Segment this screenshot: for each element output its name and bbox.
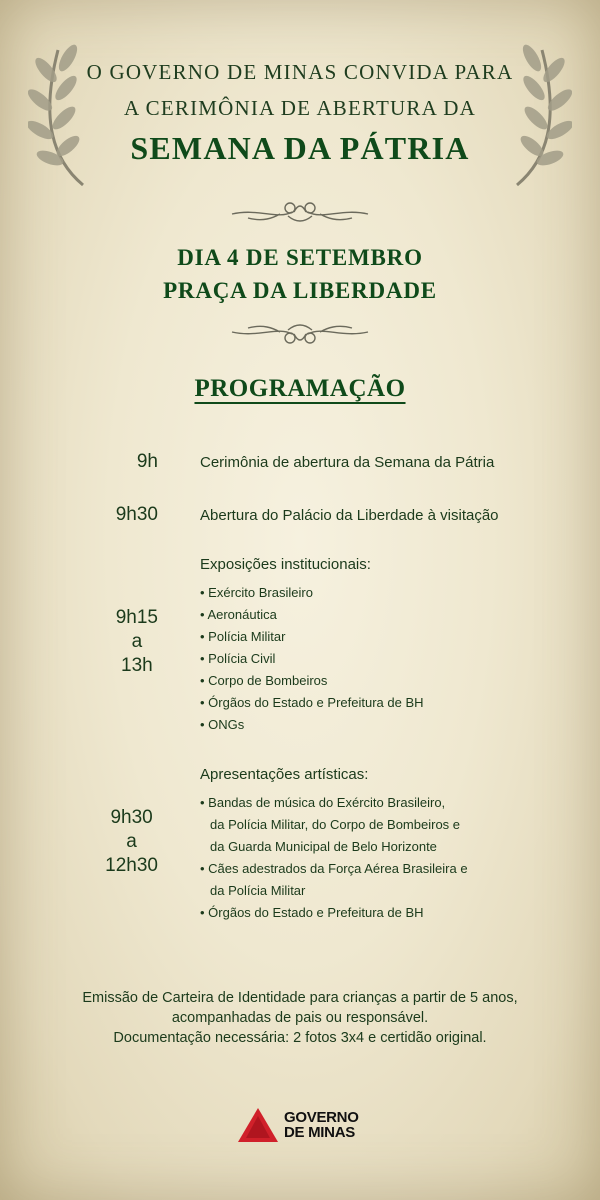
governo-minas-logo — [236, 1106, 359, 1144]
list-item: • Cães adestrados da Força Aérea Brasileira e — [200, 861, 468, 876]
list-item: • ONGs — [200, 717, 245, 732]
program-time-range — [116, 606, 158, 678]
logo-text — [284, 1110, 359, 1140]
list-item: • Corpo de Bombeiros — [200, 673, 328, 688]
list-item-continuation: da Polícia Militar — [210, 883, 306, 898]
time-end: 12h30 — [105, 855, 158, 876]
list-item: • Bandas de música do Exército Brasileiro, — [200, 795, 446, 810]
list-item-continuation: da Polícia Militar, do Corpo de Bombeiros e — [210, 817, 461, 832]
program-description: Cerimônia de abertura da Semana da Pátria — [200, 454, 495, 471]
header-line-2: A CERIMÔNIA DE ABERTURA DA — [124, 96, 476, 120]
logo-line-2: DE MINAS — [284, 1124, 355, 1141]
time-separator: a — [126, 831, 137, 852]
program-time: 9h — [136, 451, 158, 472]
time-end: 13h — [121, 655, 153, 676]
header-line-1: O GOVERNO DE MINAS CONVIDA PARA — [86, 60, 514, 84]
exhibition-list — [200, 582, 424, 736]
list-item: • Polícia Civil — [200, 651, 276, 666]
ornament-flourish-icon — [228, 198, 372, 226]
event-title: SEMANA DA PÁTRIA — [130, 130, 470, 166]
minas-triangle-logo-icon — [236, 1106, 280, 1144]
performance-list — [200, 792, 468, 924]
section-heading: Apresentações artísticas: — [200, 766, 369, 783]
logo-line-1: GOVERNO — [284, 1109, 359, 1126]
ornament-flourish-icon — [228, 320, 372, 348]
note-line: Emissão de Carteira de Identidade para crianças a partir de 5 anos, — [82, 990, 518, 1006]
note-line: Documentação necessária: 2 fotos 3x4 e certidão original. — [113, 1030, 487, 1046]
program-time: 9h30 — [115, 504, 158, 525]
list-item: • Polícia Militar — [200, 629, 286, 644]
program-description: Abertura do Palácio da Liberdade à visitação — [200, 507, 499, 524]
time-start: 9h15 — [115, 607, 158, 628]
list-item: • Órgãos do Estado e Prefeitura de BH — [200, 695, 424, 710]
note-line: acompanhadas de pais ou responsável. — [171, 1010, 429, 1026]
event-place: PRAÇA DA LIBERDADE — [163, 278, 437, 303]
section-heading: Exposições institucionais: — [200, 556, 371, 573]
list-item: • Exército Brasileiro — [200, 585, 313, 600]
event-date: DIA 4 DE SETEMBRO — [177, 245, 423, 270]
program-time-range — [105, 806, 158, 878]
time-separator: a — [131, 631, 143, 652]
list-item: • Órgãos do Estado e Prefeitura de BH — [200, 905, 424, 920]
program-title: PROGRAMAÇÃO — [194, 375, 406, 402]
footer-note — [0, 988, 600, 1048]
list-item: • Aeronáutica — [200, 607, 277, 622]
time-start: 9h30 — [110, 807, 153, 828]
list-item-continuation: da Guarda Municipal de Belo Horizonte — [210, 839, 437, 854]
